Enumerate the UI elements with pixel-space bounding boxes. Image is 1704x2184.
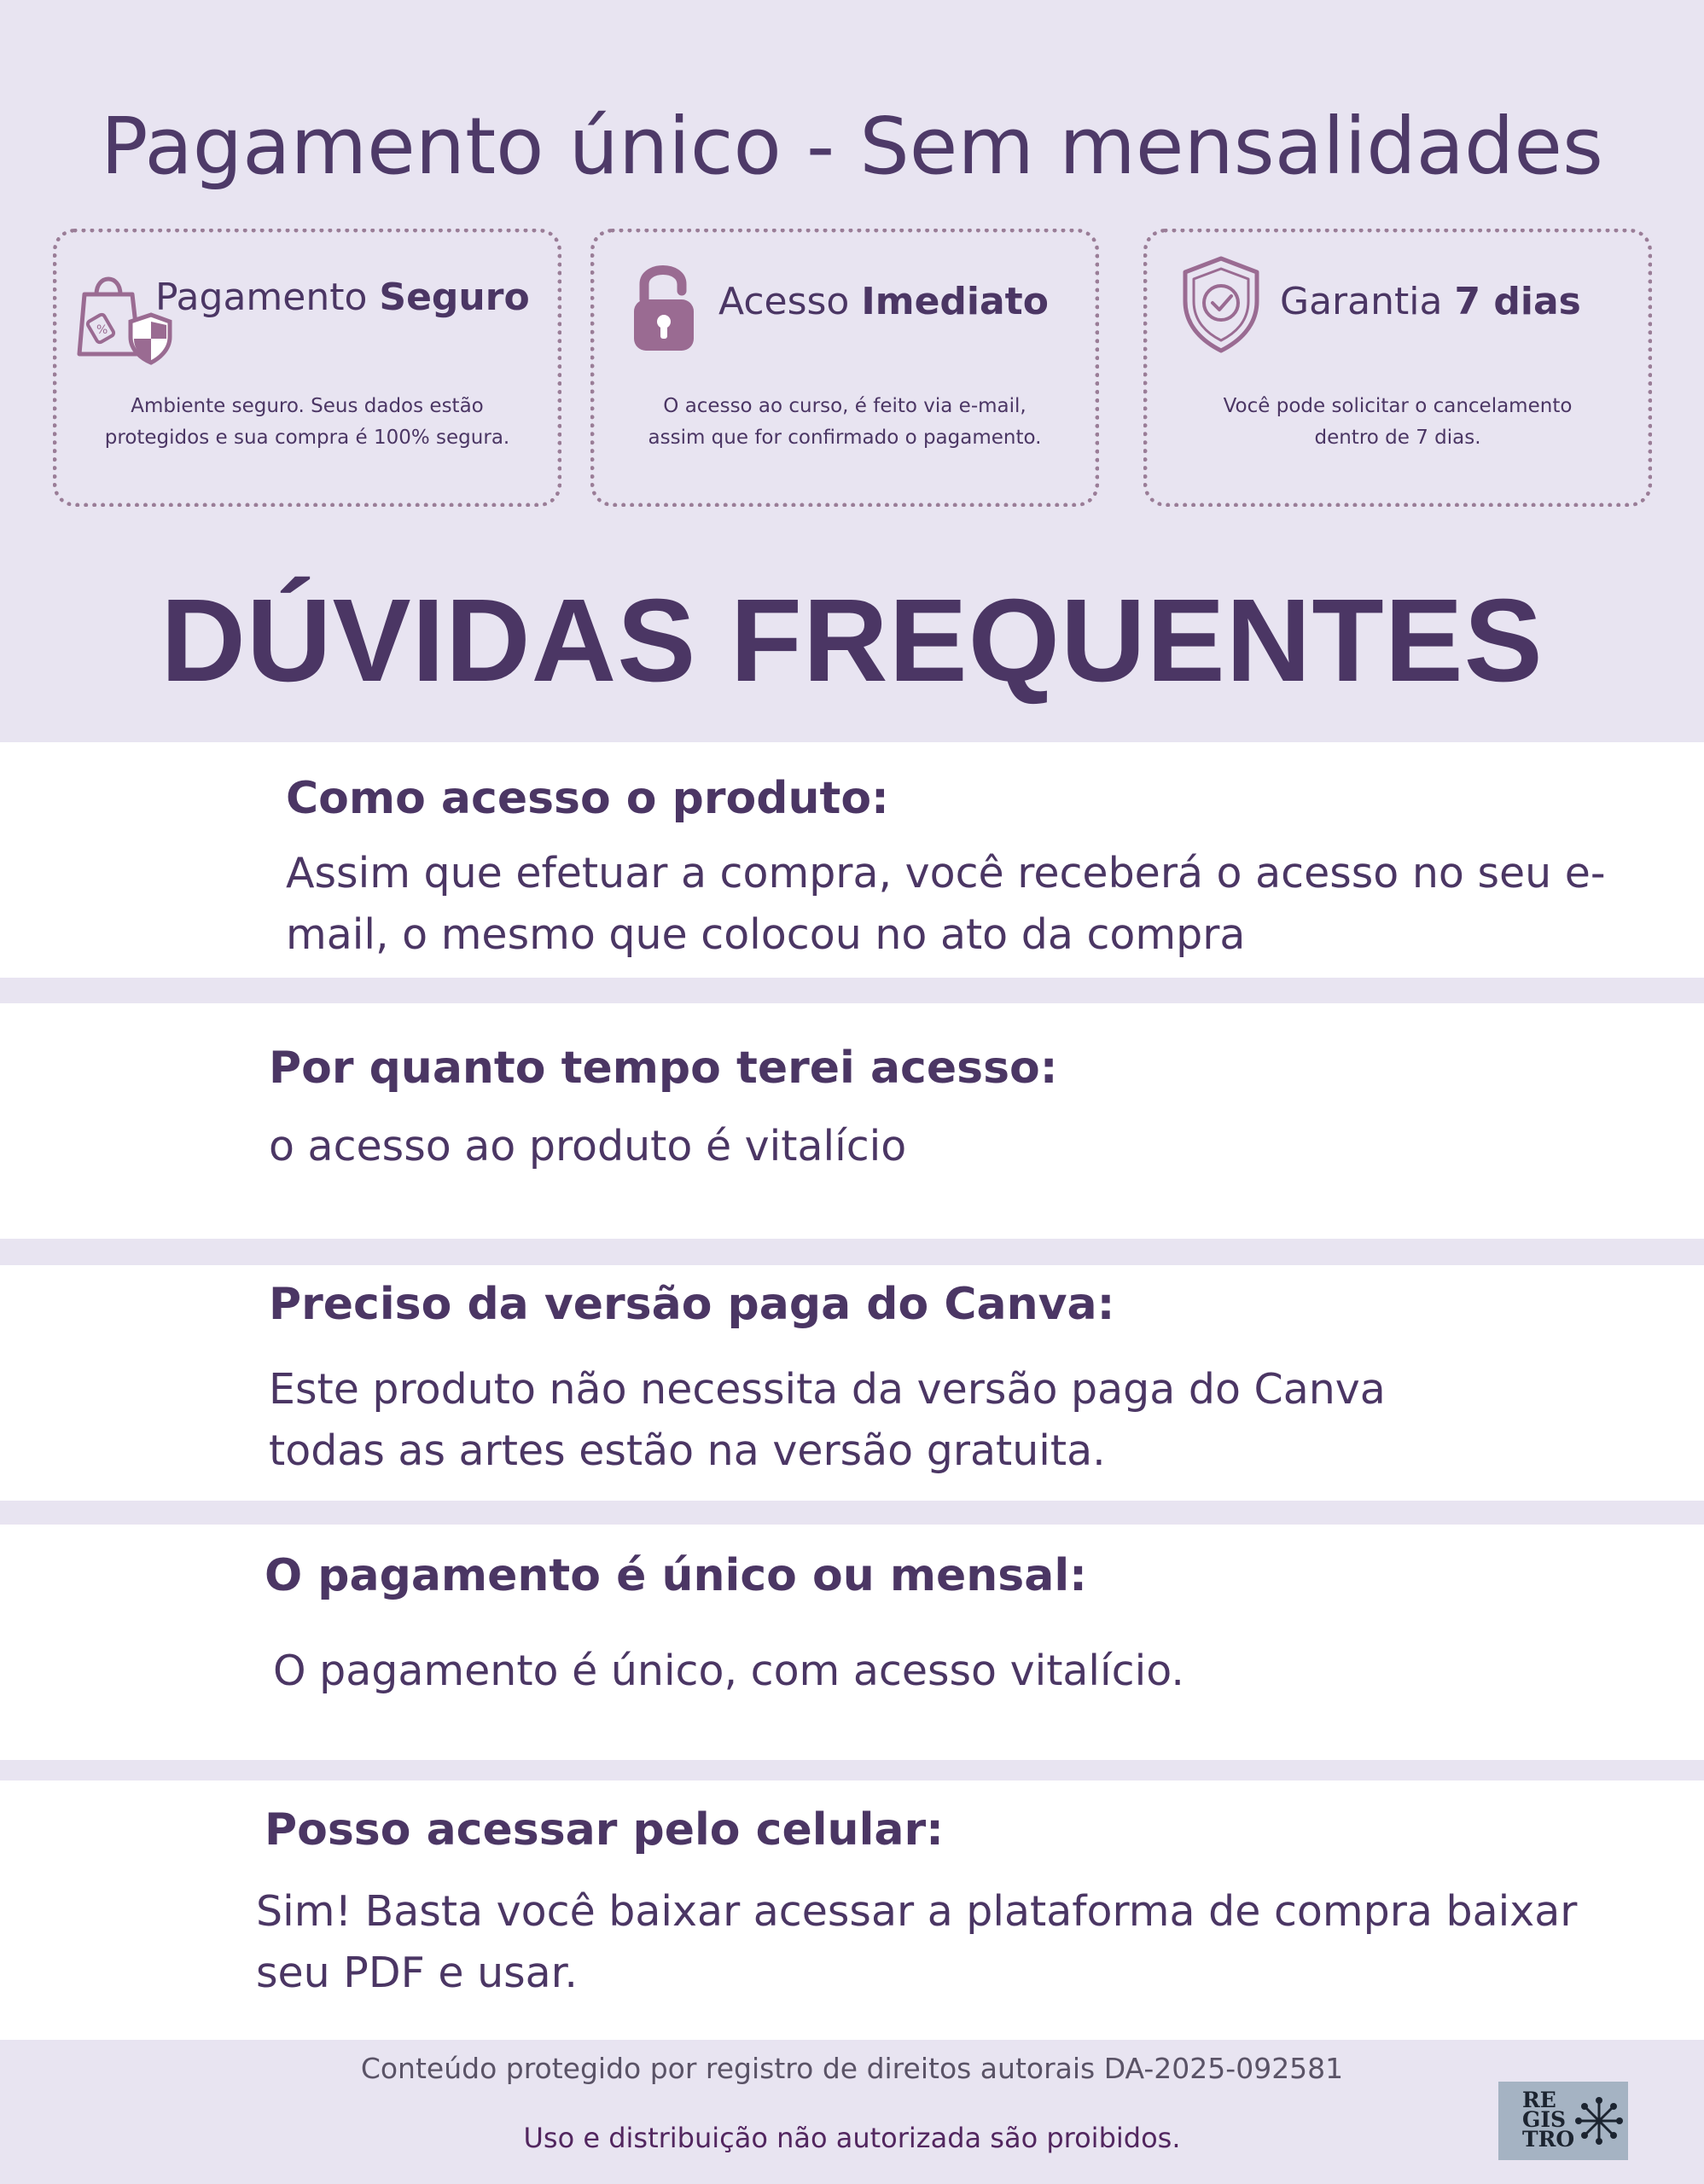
padlock-icon [631, 260, 699, 357]
faq-question: Posso acessar pelo celular: [265, 1804, 944, 1856]
faq-answer: o acesso ao produto é vitalício [269, 1122, 907, 1170]
feature-card-guarantee [1143, 229, 1652, 507]
page-headline: Pagamento único - Sem mensalidades [101, 101, 1603, 192]
faq-item [0, 1265, 1704, 1501]
faq-item [0, 1780, 1704, 2040]
faq-item [0, 1003, 1704, 1239]
faq-answer: Este produto não necessita da versão paga do Canva todas as artes estão na versão gratuita. [269, 1365, 1386, 1475]
feature-description: Você pode solicitar o cancelamento dentro de 7 dias. [1223, 395, 1573, 449]
feature-title: Acesso Imediato [718, 280, 1049, 323]
copyright-notice: Conteúdo protegido por registro de direitos autorais DA-2025-092581 [360, 2052, 1344, 2085]
feature-card-immediate-access [590, 229, 1099, 507]
svg-text:%: % [96, 323, 108, 337]
faq-question: Preciso da versão paga do Canva: [269, 1279, 1115, 1330]
faq-item [0, 742, 1704, 978]
feature-card-secure-payment [53, 229, 561, 507]
feature-description: O acesso ao curso, é feito via e-mail, assim que for confirmado o pagamento. [648, 395, 1042, 449]
registro-stamp-logo [1498, 2082, 1628, 2160]
faq-answer: O pagamento é único, com acesso vitalício. [273, 1647, 1184, 1695]
faq-answer: Sim! Basta você baixar acessar a plataforma de compra baixar seu PDF e usar. [256, 1887, 1578, 1997]
faq-title: DÚVIDAS FREQUENTES [160, 575, 1544, 706]
faq-item [0, 1525, 1704, 1760]
faq-question: Como acesso o produto: [286, 773, 889, 824]
usage-notice: Uso e distribuição não autorizada são proibidos. [523, 2122, 1181, 2154]
stamp-text: RE GIS TRO [1522, 2088, 1575, 2152]
faq-answer: Assim que efetuar a compra, você receberá o acesso no seu e- mail, o mesmo que colocou no ato da compra [286, 849, 1606, 959]
faq-question: Por quanto tempo terei acesso: [269, 1043, 1058, 1094]
feature-title: Pagamento Seguro [155, 276, 530, 319]
shield-check-icon [1178, 253, 1264, 359]
feature-description: Ambiente seguro. Seus dados estão protegidos e sua compra é 100% segura. [104, 395, 510, 449]
faq-question: O pagamento é único ou mensal: [265, 1550, 1087, 1601]
feature-title: Garantia 7 dias [1280, 280, 1581, 323]
network-icon [1573, 2095, 1625, 2146]
